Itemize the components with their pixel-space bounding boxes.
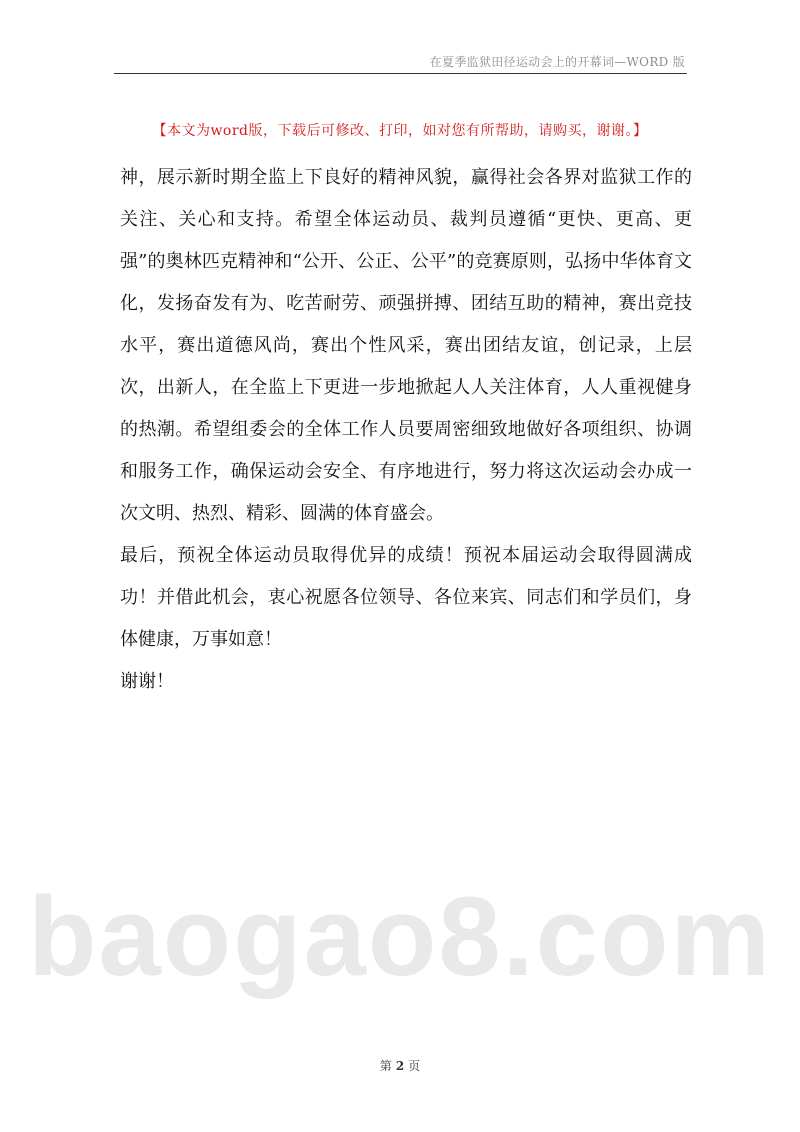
paragraph-3: 谢谢！ xyxy=(120,671,174,692)
page-number xyxy=(0,1057,800,1074)
paragraph-2: 最后，预祝全体运动员取得优异的成绩！预祝本届运动会取得圆满成功！并借此机会，衷心祝愿各位领导、各位来宾、同志们和学员们，身体健康，万事如意！ xyxy=(120,545,692,650)
running-header: 在夏季监狱田径运动会上的开幕词—WORD 版 xyxy=(429,55,685,69)
page-suffix: 页 xyxy=(408,1059,421,1073)
header-divider xyxy=(114,73,687,74)
page-prefix: 第 xyxy=(379,1059,392,1073)
paragraph-1: 神，展示新时期全监上下良好的精神风貌，赢得社会各界对监狱工作的关注、关心和支持。希望全体运动员、裁判员遵循“更快、更高、更强”的奥林匹克精神和“公开、公正、公平”的竞赛原则，弘扬中华体育文化，发扬奋发有为、吃苦耐劳、顽强拼搏、团结互助的精神，赛出竞技水平，赛出道德风尚，赛出个性风采，赛出团结友谊，创记录，上层次，出新人，在全监上下更进一步地掀起人人关注体育，人人重视健身的热潮。希望组委会的全体工作人员要周密细致地做好各项组织、协调和服务工作，确保运动会安全、有序地进行，努力将这次运动会办成一次文明、热烈、精彩、圆满的体育盛会。 xyxy=(120,167,692,524)
purchase-notice: 【本文为word版，下载后可修改、打印，如对您有所帮助，请购买，谢谢。】 xyxy=(152,123,648,139)
page-number-value: 2 xyxy=(395,1059,405,1073)
watermark: baogao8.com xyxy=(28,874,772,999)
body-text xyxy=(120,157,692,703)
